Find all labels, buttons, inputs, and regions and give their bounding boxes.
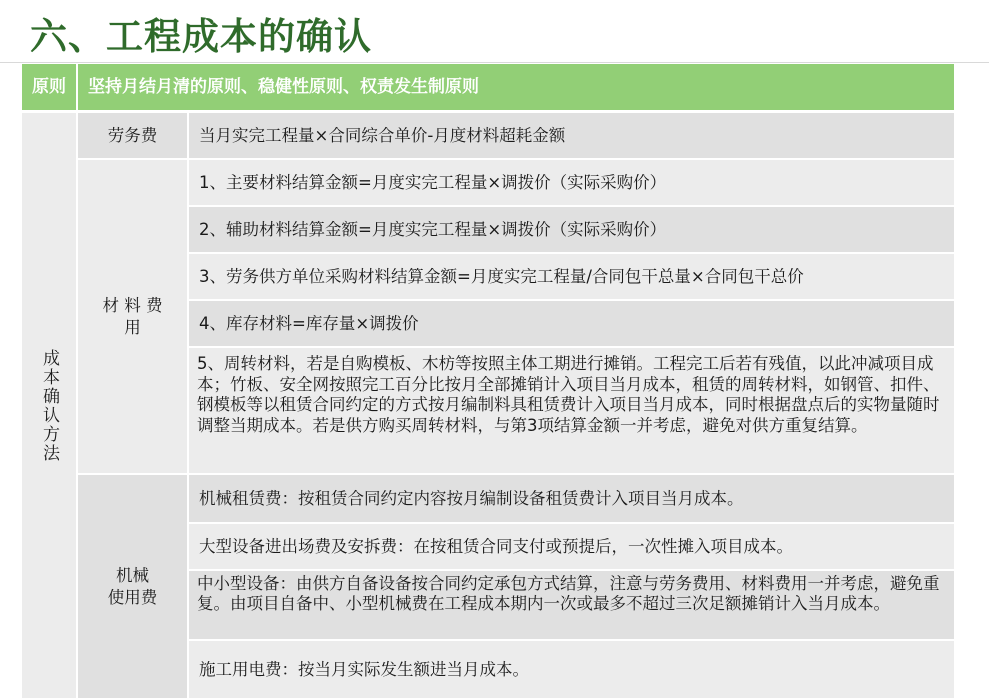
method-label: 成本确认方法: [39, 348, 59, 463]
materials-label: 材 料 费 用: [78, 160, 187, 473]
title-divider: [0, 62, 989, 63]
machinery-label: 机械 使用费: [78, 475, 187, 698]
materials-item-5: 5、周转材料，若是自购模板、木枋等按照主体工期进行摊销。工程完工后若有残值，以此冲减项目成本；竹板、安全网按照完工百分比按月全部摊销计入项目当月成本，租赁的周转材料，如钢管、扣件、钢模板等以租赁合同约定的方式按月编制料具租赁费计入项目当月成本，同时根据盘点后的实物量随时调整当期成本。若是供方购买周转材料，与第3项结算金额一并考虑，避免对供方重复结算。: [189, 348, 954, 473]
materials-item-2: 2、辅助材料结算金额=月度实完工程量×调拨价（实际采购价）: [189, 207, 954, 252]
cost-confirmation-table: [22, 64, 954, 698]
materials-item-3: 3、劳务供方单位采购材料结算金额=月度实完工程量/合同包干总量×合同包干总价: [189, 254, 954, 299]
labor-label: 劳务费: [78, 113, 187, 158]
machinery-item-2: 大型设备进出场费及安拆费：在按租赁合同支付或预提后，一次性摊入项目成本。: [189, 524, 954, 569]
materials-item-1: 1、主要材料结算金额=月度实完工程量×调拨价（实际采购价）: [189, 160, 954, 205]
page-title: 六、工程成本的确认: [30, 15, 372, 58]
method-label-cell: [22, 113, 76, 698]
labor-text: 当月实完工程量×合同综合单价-月度材料超耗金额: [189, 113, 954, 158]
machinery-item-4: 施工用电费：按当月实际发生额进当月成本。: [189, 641, 954, 698]
materials-item-4: 4、库存材料=库存量×调拨价: [189, 301, 954, 346]
machinery-item-1: 机械租赁费：按租赁合同约定内容按月编制设备租赁费计入项目当月成本。: [189, 475, 954, 522]
principle-header-text: 坚持月结月清的原则、稳健性原则、权责发生制原则: [78, 64, 954, 110]
principle-header-label: 原则: [22, 64, 76, 110]
machinery-item-3: 中小型设备：由供方自备设备按合同约定承包方式结算，注意与劳务费用、材料费用一并考虑，避免重复。由项目自备中、小型机械费在工程成本期内一次或最多不超过三次足额摊销计入当月成本。: [189, 571, 954, 639]
